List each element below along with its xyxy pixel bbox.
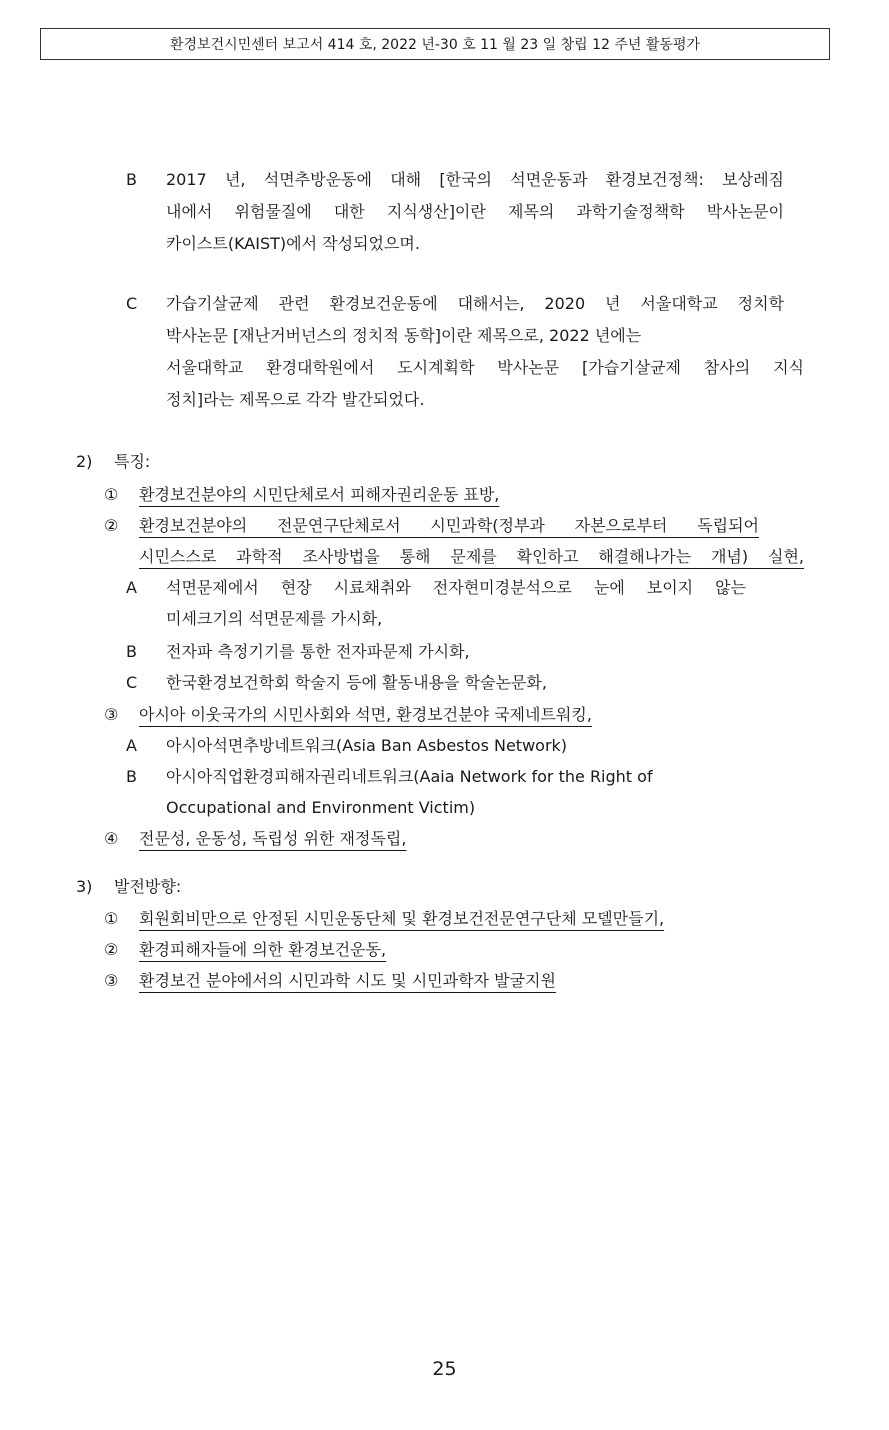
page-number: 25 — [432, 1358, 457, 1380]
s2-p2-line-1: 환경보건분야의 전문연구단체로서 시민과학(정부과 자본으로부터 독립되어 — [139, 516, 759, 535]
s2-p2-a-line-2: 미세크기의 석면문제를 가시화, — [166, 609, 383, 628]
section-3-heading: 발전방향: — [114, 877, 182, 896]
s3-p1-text: 회원회비만으로 안정된 시민운동단체 및 환경보건전문연구단체 모델만들기, — [139, 909, 665, 928]
s3-p2-marker: ② — [104, 940, 119, 959]
s2-p4-marker: ④ — [104, 829, 119, 848]
item-b-marker: B — [126, 170, 137, 189]
s3-p1-marker: ① — [104, 909, 119, 928]
s2-p3-b-line-2: Occupational and Environment Victim) — [166, 798, 476, 817]
section-2-heading: 특징: — [114, 452, 151, 471]
s2-p2-c-text: 한국환경보건학회 학술지 등에 활동내용을 학술논문화, — [166, 673, 547, 692]
s2-p3-b-line-1: 아시아직업환경피해자권리네트워크(Aaia Network for the Right of — [166, 767, 653, 786]
section-3-number: 3) — [76, 877, 93, 896]
item-c-line-3: 서울대학교 환경대학원에서 도시계획학 박사논문 [가습기살균제 참사의 지식 — [166, 358, 804, 377]
item-c-marker: C — [126, 294, 138, 313]
s2-p2-marker: ② — [104, 516, 119, 535]
s2-p2-c-marker: C — [126, 673, 138, 692]
s2-p3-a-text: 아시아석면추방네트워크(Asia Ban Asbestos Network) — [166, 736, 568, 755]
item-b-line-3: 카이스트(KAIST)에서 작성되었으며. — [166, 234, 420, 253]
section-2-number: 2) — [76, 452, 93, 471]
s3-p3-text: 환경보건 분야에서의 시민과학 시도 및 시민과학자 발굴지원 — [139, 971, 556, 990]
item-c-line-4: 정치]라는 제목으로 각각 발간되었다. — [166, 390, 425, 409]
s2-p3-text: 아시아 이웃국가의 시민사회와 석면, 환경보건분야 국제네트워킹, — [139, 705, 592, 724]
s3-p3-marker: ③ — [104, 971, 119, 990]
item-b-line-2: 내에서 위험물질에 대한 지식생산]이란 제목의 과학기술정책학 박사논문이 — [166, 202, 784, 221]
item-c-line-1: 가습기살균제 관련 환경보건운동에 대해서는, 2020 년 서울대학교 정치학 — [166, 294, 784, 313]
s2-p1-text: 환경보건분야의 시민단체로서 피해자권리운동 표방, — [139, 485, 500, 504]
s3-p2-text: 환경피해자들에 의한 환경보건운동, — [139, 940, 387, 959]
report-header: 환경보건시민센터 보고서 414 호, 2022 년-30 호 11 월 23 일 창립 12 주년 활동평가 — [40, 28, 830, 60]
item-c-line-2: 박사논문 [재난거버넌스의 정치적 동학]이란 제목으로, 2022 년에는 — [166, 326, 642, 345]
s2-p2-a-marker: A — [126, 578, 137, 597]
s2-p2-line-2: 시민스스로 과학적 조사방법을 통해 문제를 확인하고 해결해나가는 개념) 실현, — [139, 547, 804, 566]
s2-p2-b-marker: B — [126, 642, 137, 661]
s2-p2-b-text: 전자파 측정기기를 통한 전자파문제 가시화, — [166, 642, 470, 661]
s2-p2-a-line-1: 석면문제에서 현장 시료채취와 전자현미경분석으로 눈에 보이지 않는 — [166, 578, 746, 597]
s2-p3-marker: ③ — [104, 705, 119, 724]
s2-p3-a-marker: A — [126, 736, 137, 755]
item-b-line-1: 2017 년, 석면추방운동에 대해 [한국의 석면운동과 환경보건정책: 보상레짐 — [166, 170, 784, 189]
s2-p4-text: 전문성, 운동성, 독립성 위한 재정독립, — [139, 829, 407, 848]
s2-p3-b-marker: B — [126, 767, 137, 786]
s2-p1-marker: ① — [104, 485, 119, 504]
